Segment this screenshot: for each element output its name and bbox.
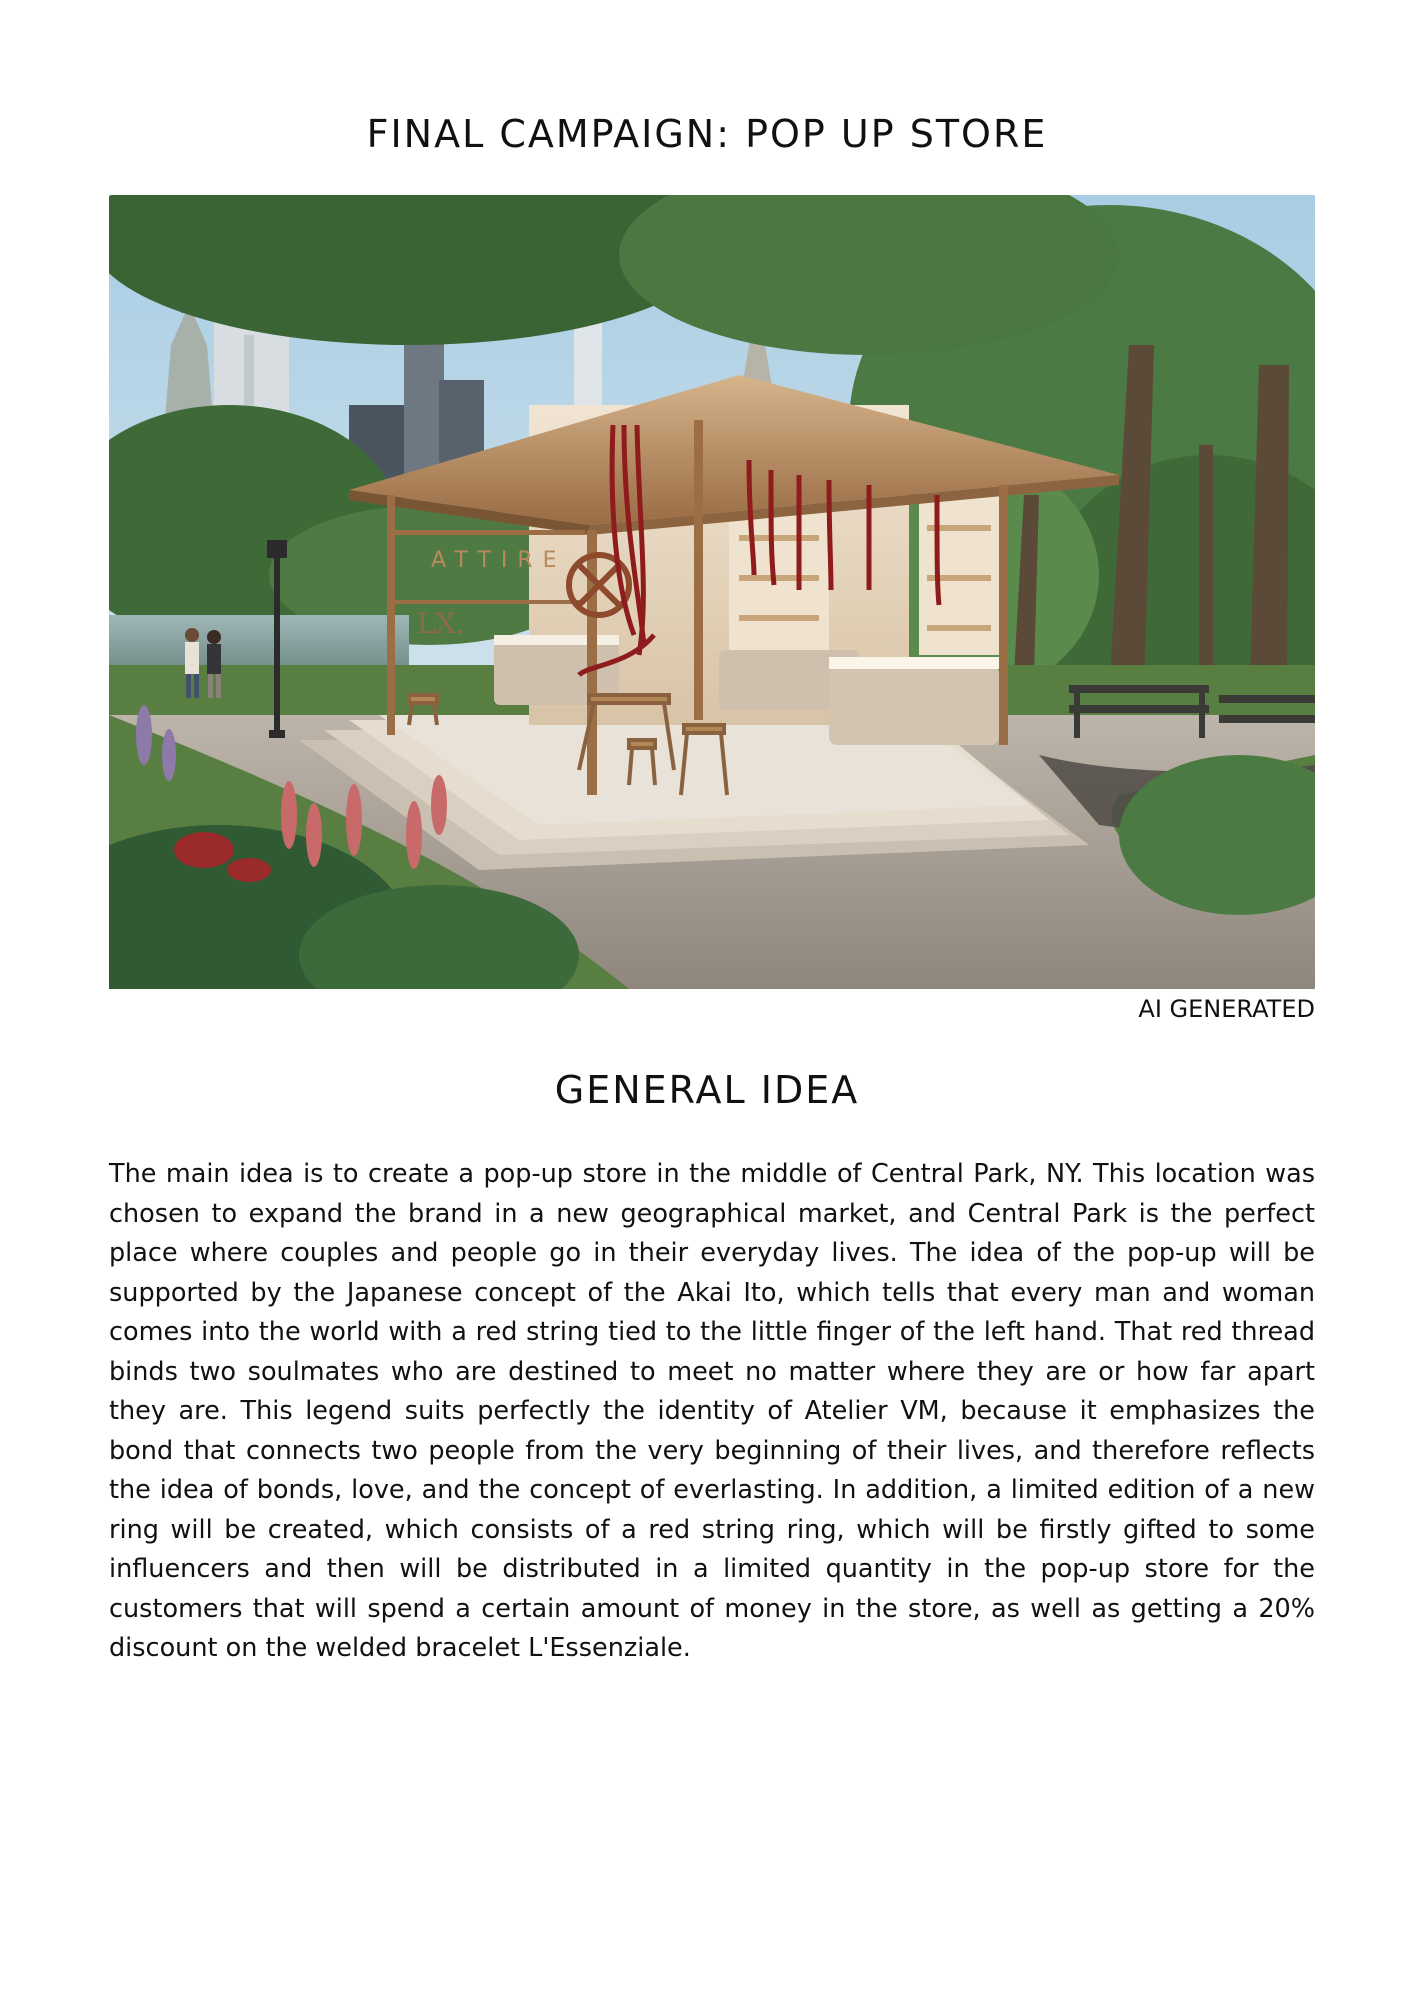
store-signage: ATTIRE xyxy=(431,548,567,573)
store-logo-text: LX. xyxy=(417,607,465,640)
popup-store-illustration xyxy=(109,195,1315,989)
hero-image xyxy=(109,195,1315,989)
page-title: FINAL CAMPAIGN: POP UP STORE xyxy=(366,112,1048,156)
section-title: GENERAL IDEA xyxy=(554,1068,860,1112)
image-caption: AI GENERATED xyxy=(1138,995,1315,1023)
body-paragraph: The main idea is to create a pop-up store in the middle of Central Park, NY. This location was chosen to expand the brand in a new geographical market, and Central Park is the perfect place where couples and people go in their everyday lives. The idea of the pop-up will be supported by the Japanese concept of the Akai Ito, which tells that every man and woman comes into the world with a red string tied to the little finger of the left hand. That red thread binds two soulmates who are destined to meet no matter where they are or how far apart they are. This legend suits perfectly the identity of Atelier VM, because it emphasizes the bond that connects two people from the very beginning of their lives, and therefore reflects the idea of bonds, love, and the concept of everlasting. In addition, a limited edition of a new ring will be created, which consists of a red string ring, which will be firstly gifted to some influencers and then will be distributed in a limited quantity in the pop-up store for the customers that will spend a certain amount of money in the store, as well as getting a 20% discount on the welded bracelet L'Essenziale. xyxy=(109,1159,1315,1663)
